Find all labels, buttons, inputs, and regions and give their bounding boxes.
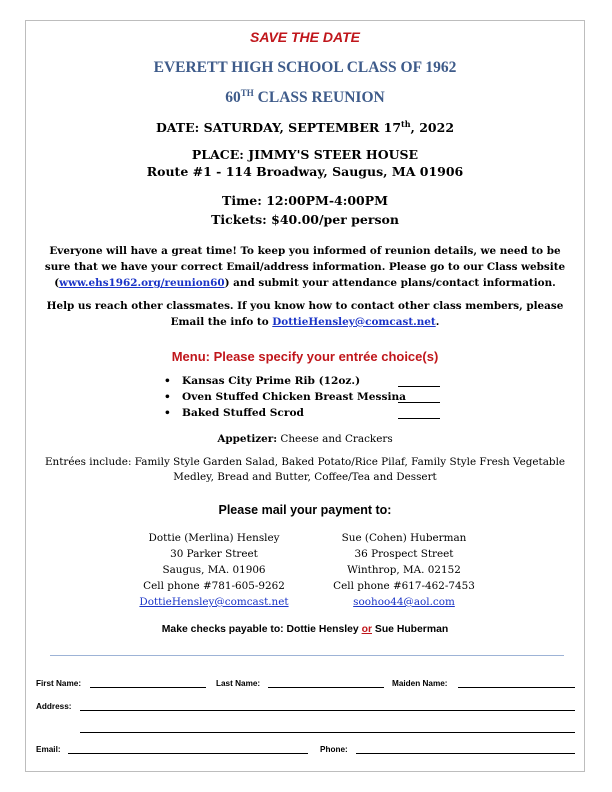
info-paragraph <box>36 243 574 291</box>
first-name-label: First Name: <box>36 679 82 688</box>
class-title: EVERETT HIGH SCHOOL CLASS OF 1962 <box>153 59 457 76</box>
checks-or: or <box>361 624 372 635</box>
help-text-a: Help us reach other classmates. If you know how to contact other class members, please Email the info to <box>46 300 564 328</box>
phone-label: Phone: <box>320 745 348 754</box>
contact-name: Dottie (Merlina) Hensley <box>148 532 280 544</box>
info-text-b: ) and submit your attendance plans/contact information. <box>224 277 556 289</box>
email-label: Email: <box>36 745 61 754</box>
event-date <box>26 119 584 135</box>
event-tickets: Tickets: $40.00/per person <box>211 212 399 227</box>
menu-item-label: Oven Stuffed Chicken Breast Messina <box>182 391 407 403</box>
date-year: , 2022 <box>410 120 455 136</box>
contact-card-dottie <box>114 530 314 610</box>
info-text-a: Everyone will have a great time! To keep you informed of reunion details, we need to be sure that we have your correct Email/address information. Please go to our Class website ( <box>44 245 566 289</box>
address-field[interactable] <box>80 710 575 711</box>
bullet-icon: • <box>164 391 171 403</box>
checks-payable <box>26 624 584 635</box>
save-the-date-heading: SAVE THE DATE <box>250 29 360 45</box>
phone-field[interactable] <box>356 753 575 754</box>
reunion-text: CLASS REUNION <box>253 89 385 107</box>
reunion-title <box>26 88 584 107</box>
menu-list <box>164 375 444 423</box>
choice-blank[interactable] <box>398 418 440 419</box>
appetizer-label: Appetizer: <box>217 433 278 445</box>
flyer-page <box>25 20 585 772</box>
website-link[interactable]: www.ehs1962.org/reunion60 <box>59 277 225 289</box>
event-address: Route #1 - 114 Broadway, Saugus, MA 01906 <box>146 164 464 179</box>
date-text: DATE: SATURDAY, SEPTEMBER 17 <box>155 120 402 136</box>
contact-city: Winthrop, MA. 02152 <box>347 564 461 576</box>
reunion-ordinal: TH <box>240 88 254 98</box>
reunion-number: 60 <box>225 89 241 107</box>
email-field[interactable] <box>68 753 308 754</box>
address-field-line2[interactable] <box>80 732 575 733</box>
appetizer-value: Cheese and Crackers <box>277 433 393 445</box>
last-name-label: Last Name: <box>216 679 261 688</box>
maiden-name-field[interactable] <box>458 687 575 688</box>
entrees-text: Entrées include: Family Style Garden Salad, Baked Potato/Rice Pilaf, Family Style Fresh Vegetable Medley, Bread and Butter, Coffee/Tea and Dessert <box>44 456 566 483</box>
contact-card-sue <box>304 530 504 610</box>
choice-blank[interactable] <box>398 402 440 403</box>
contact-email-link[interactable]: DottieHensley@comcast.net <box>139 596 289 608</box>
contact-phone: Cell phone #617-462-7453 <box>333 580 475 592</box>
last-name-field[interactable] <box>268 687 384 688</box>
checks-text-b: Sue Huberman <box>372 624 449 635</box>
help-email-link[interactable]: DottieHensley@comcast.net <box>272 316 436 328</box>
menu-item <box>164 407 444 423</box>
help-text-b: . <box>435 316 440 328</box>
maiden-name-label: Maiden Name: <box>392 679 448 688</box>
menu-item <box>164 391 444 407</box>
contact-email-link[interactable]: soohoo44@aol.com <box>353 596 455 608</box>
event-place: PLACE: JIMMY'S STEER HOUSE <box>191 147 419 162</box>
contact-name: Sue (Cohen) Huberman <box>341 532 467 544</box>
contact-street: 30 Parker Street <box>170 548 258 560</box>
payment-heading: Please mail your payment to: <box>218 503 392 517</box>
checks-text-a: Make checks payable to: Dottie Hensley <box>161 624 362 635</box>
menu-item-label: Baked Stuffed Scrod <box>182 407 304 419</box>
menu-item-label: Kansas City Prime Rib (12oz.) <box>182 375 361 387</box>
bullet-icon: • <box>164 375 171 387</box>
address-label: Address: <box>36 702 72 711</box>
menu-heading: Menu: Please specify your entrée choice(s) <box>171 349 439 364</box>
date-ordinal: th <box>401 119 411 129</box>
contact-city: Saugus, MA. 01906 <box>162 564 266 576</box>
event-time: Time: 12:00PM-4:00PM <box>222 193 388 208</box>
bullet-icon: • <box>164 407 171 419</box>
contact-street: 36 Prospect Street <box>354 548 454 560</box>
first-name-field[interactable] <box>90 687 206 688</box>
contact-phone: Cell phone #781-605-9262 <box>143 580 285 592</box>
menu-item <box>164 375 444 391</box>
help-paragraph <box>36 298 574 330</box>
section-divider <box>50 655 564 656</box>
choice-blank[interactable] <box>398 386 440 387</box>
appetizer-line <box>26 433 584 445</box>
